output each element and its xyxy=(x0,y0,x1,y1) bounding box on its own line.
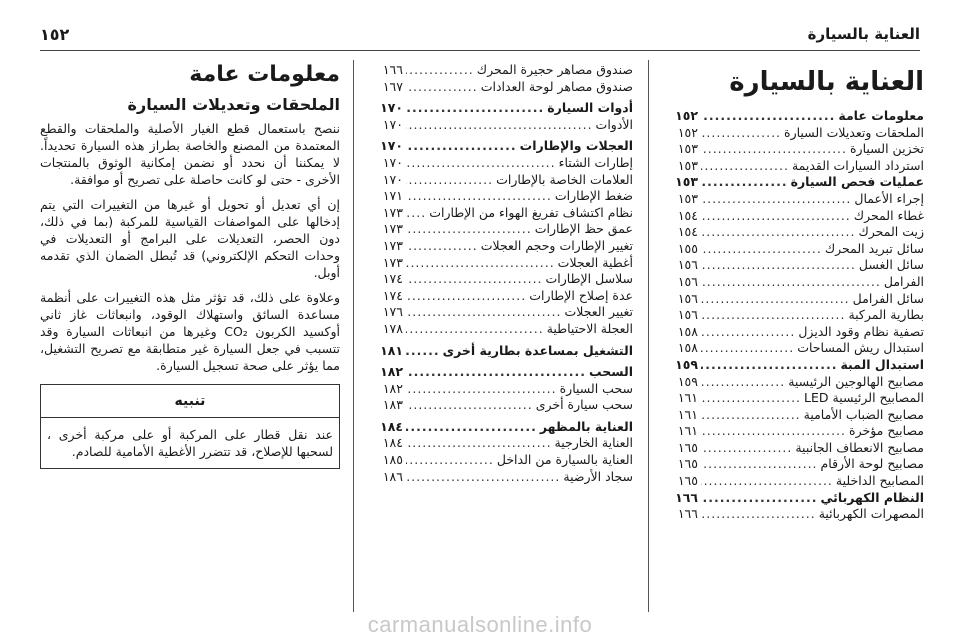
toc-entry-title: تغيير الإطارات وحجم العجلات xyxy=(480,237,633,253)
toc-entry-title: الملحقات وتعديلات السيارة xyxy=(784,124,924,140)
toc-entry[interactable] xyxy=(367,343,633,360)
toc-entry-title: إجراء الأعمال xyxy=(854,190,924,206)
toc-entry-title: بطارية المركبة xyxy=(848,307,924,323)
toc-entry-page: ١٦٥ xyxy=(677,473,698,489)
toc-entry[interactable] xyxy=(367,397,633,414)
toc-entry-page: ١٥٣ xyxy=(677,157,698,173)
toc-leader-dots xyxy=(701,141,847,158)
toc-entry[interactable] xyxy=(367,304,633,321)
toc-entry[interactable] xyxy=(662,291,924,308)
toc-entry-page: ١٦١ xyxy=(677,406,698,422)
toc-entry-title: سائل الغسل xyxy=(858,257,924,273)
toc-entry[interactable] xyxy=(662,125,924,142)
toc-leader-dots xyxy=(406,238,478,255)
toc-entry[interactable] xyxy=(662,440,924,457)
toc-entry-title: سجاد الأرضية xyxy=(563,468,633,484)
toc-entry-title: العجلة الاحتياطية xyxy=(546,320,633,336)
toc-entry[interactable] xyxy=(367,100,633,117)
toc-entry-page: ١٧٣ xyxy=(382,254,403,270)
toc-leader-dots xyxy=(701,191,851,208)
toc-entry-page: ١٥٥ xyxy=(677,240,698,256)
toc-entry-page: ١٧١ xyxy=(382,188,403,204)
toc-entry[interactable] xyxy=(662,241,924,258)
toc-leader-dots xyxy=(406,62,474,79)
toc-entry[interactable] xyxy=(662,191,924,208)
toc-leader-dots xyxy=(701,440,792,457)
toc-entry-page: ١٦٥ xyxy=(677,439,698,455)
toc-entry[interactable] xyxy=(367,221,633,238)
toc-entry[interactable] xyxy=(662,141,924,158)
toc-entry-title: مصابيح الضباب الأمامية xyxy=(803,406,924,422)
toc-right-column xyxy=(662,62,924,523)
toc-entry-page: ١٧٦ xyxy=(382,304,403,320)
toc-entry-page: ١٨٢ xyxy=(380,364,403,380)
toc-entry-page: ١٨٥ xyxy=(382,452,403,468)
toc-entry[interactable] xyxy=(367,172,633,189)
toc-entry-page: ١٨٤ xyxy=(382,435,403,451)
toc-entry-title: مصابيح لوحة الأرقام xyxy=(820,456,924,472)
caution-heading: تنبيه xyxy=(41,385,339,418)
toc-entry-title: العناية بالسيارة من الداخل xyxy=(496,452,633,468)
toc-leader-dots xyxy=(406,255,555,272)
toc-entry-title: العناية بالمظهر xyxy=(539,418,633,434)
toc-entry-title: معلومات عامة xyxy=(838,108,924,123)
toc-entry-page: ١٥٣ xyxy=(677,141,698,157)
toc-entry-title: استرداد السيارات القديمة xyxy=(791,157,924,173)
toc-leader-dots xyxy=(406,172,493,189)
toc-entry[interactable] xyxy=(662,490,924,507)
toc-entry-page: ١٧٠ xyxy=(380,100,403,116)
toc-entry-page: ١٥٣ xyxy=(677,190,698,206)
caution-box xyxy=(40,384,340,469)
toc-leader-dots xyxy=(406,435,552,452)
toc-leader-dots xyxy=(701,340,794,357)
toc-entry[interactable] xyxy=(662,390,924,407)
toc-entry[interactable] xyxy=(662,257,924,274)
toc-entry[interactable] xyxy=(662,473,924,490)
toc-leader-dots xyxy=(406,155,556,172)
toc-leader-dots xyxy=(406,138,517,155)
toc-entry-page: ١٧٣ xyxy=(382,221,403,237)
section-subheading: الملحقات وتعديلات السيارة xyxy=(127,95,340,114)
toc-entry[interactable] xyxy=(367,205,633,222)
toc-middle-list xyxy=(367,62,633,485)
toc-entry-page: ١٦٧ xyxy=(382,78,403,94)
toc-entry[interactable] xyxy=(367,419,633,436)
toc-leader-dots xyxy=(701,324,795,341)
toc-entry[interactable] xyxy=(367,138,633,155)
toc-leader-dots xyxy=(406,469,560,486)
toc-leader-dots xyxy=(701,390,801,407)
toc-entry[interactable] xyxy=(662,208,924,225)
toc-entry-page: ١٥٢ xyxy=(677,124,698,140)
toc-entry-page: ١٨٣ xyxy=(382,397,403,413)
toc-entry-title: سلاسل الإطارات xyxy=(545,271,633,287)
paragraph-3: وعلاوة على ذلك، قد تؤثر مثل هذه التغييرات على أنظمة مساعدة السائق واستهلاك الوقود، وانبعاثات غاز ثاني أوكسيد الكربون CO₂ وغيرها من انبعاثات السيارة وقد تتسبب في جعل السيارة غير متطابقة مع تصريح التشغيل، مما يؤثر على صحة تسجيل السيارة. xyxy=(40,290,340,373)
toc-entry[interactable] xyxy=(662,456,924,473)
toc-entry-title: العجلات والإطارات xyxy=(519,138,633,154)
toc-entry[interactable] xyxy=(367,435,633,452)
toc-leader-dots xyxy=(406,288,526,305)
toc-leader-dots xyxy=(701,473,833,490)
toc-entry-page: ١٧٣ xyxy=(382,237,403,253)
toc-leader-dots xyxy=(406,419,537,436)
toc-entry[interactable] xyxy=(367,452,633,469)
toc-entry[interactable] xyxy=(367,364,633,381)
toc-entry-page: ١٧٠ xyxy=(382,154,403,170)
toc-entry[interactable] xyxy=(367,62,633,79)
paragraph-2: إن أي تعديل أو تحويل أو غيرها من التغييرات التي يتم إدخالها على المواصفات القياسية للمركبة (بما في ذلك، دون الحصر، التعديلات على البرامج أو التعديلات في وحدات التحكم الإلكتروني) قد تُبطل الضمان الذي تقدمه أوبل. xyxy=(40,197,340,280)
toc-entry-page: ١٨٢ xyxy=(382,380,403,396)
toc-entry-title: الفرامل xyxy=(883,273,924,289)
toc-entry-page: ١٥٦ xyxy=(677,290,698,306)
toc-entry-title: زيت المحرك xyxy=(858,224,924,240)
watermark: carmanualsonline.info xyxy=(367,612,593,637)
toc-entry-page: ١٥٩ xyxy=(675,356,698,372)
toc-entry[interactable] xyxy=(662,340,924,357)
toc-entry-title: أغطية العجلات xyxy=(557,254,633,270)
toc-entry-title: سائل تبريد المحرك xyxy=(824,240,924,256)
section-title: معلومات عامة xyxy=(189,62,340,87)
toc-entry[interactable] xyxy=(662,274,924,291)
toc-leader-dots xyxy=(406,397,533,414)
toc-entry[interactable] xyxy=(662,324,924,341)
toc-entry[interactable] xyxy=(367,117,633,134)
toc-entry-title: ضغط الإطارات xyxy=(554,188,633,204)
toc-entry-page: ١٦١ xyxy=(677,390,698,406)
toc-entry-page: ١٧٣ xyxy=(382,204,403,220)
toc-entry-title: مصابيح الانعطاف الجانبية xyxy=(795,439,924,455)
toc-entry[interactable] xyxy=(662,506,924,523)
toc-entry-title: العلامات الخاصة بالإطارات xyxy=(496,171,633,187)
toc-entry-title: عدة إصلاح الإطارات xyxy=(529,287,633,303)
paragraph-1: ننصح باستعمال قطع الغيار الأصلية والملحقات والقطع المعتمدة من المصنع والخاصة بطراز هذه السيارة تحديداً. لا يمكننا أن نحدد أو نضمن إمكانية الوثوق بالمنتجات الأخرى - حتى لو كانت حاصلة على تصريح أو موافقة. xyxy=(40,121,340,187)
toc-leader-dots xyxy=(701,357,837,374)
toc-entry-title: سائل الفرامل xyxy=(852,290,924,306)
header-rule xyxy=(40,50,920,51)
toc-entry-title: استبدال المبة xyxy=(840,356,924,372)
toc-right-list xyxy=(662,108,924,523)
header-title: العناية بالسيارة xyxy=(807,25,920,43)
toc-leader-dots xyxy=(701,158,789,175)
toc-leader-dots xyxy=(701,506,816,523)
toc-entry[interactable] xyxy=(367,238,633,255)
toc-entry[interactable] xyxy=(367,381,633,398)
toc-entry[interactable] xyxy=(662,307,924,324)
toc-leader-dots xyxy=(406,321,544,338)
toc-entry-title: مصابيح الهالوجين الرئيسية xyxy=(788,373,924,389)
toc-entry-page: ١٨١ xyxy=(380,342,403,358)
toc-leader-dots xyxy=(406,188,552,205)
toc-leader-dots xyxy=(701,307,845,324)
toc-entry-title: نظام اكتشاف تفريغ الهواء من الإطارات xyxy=(429,204,633,220)
toc-leader-dots xyxy=(701,291,850,308)
toc-entry[interactable] xyxy=(662,174,924,191)
toc-leader-dots xyxy=(701,241,822,258)
toc-entry-page: ١٥٤ xyxy=(677,207,698,223)
section-column xyxy=(40,62,340,469)
toc-entry[interactable] xyxy=(662,224,924,241)
toc-entry[interactable] xyxy=(367,79,633,96)
toc-entry-title: السحب xyxy=(589,364,633,380)
toc-entry[interactable] xyxy=(367,255,633,272)
toc-entry-title: المصابيح الداخلية xyxy=(835,473,924,489)
toc-middle-column xyxy=(367,62,633,485)
toc-entry-page: ١٨٦ xyxy=(382,468,403,484)
toc-entry[interactable] xyxy=(662,423,924,440)
toc-entry-title: غطاء المحرك xyxy=(853,207,924,223)
toc-entry-title: تغيير العجلات xyxy=(564,304,633,320)
toc-leader-dots xyxy=(701,490,818,507)
toc-leader-dots xyxy=(701,257,856,274)
toc-entry[interactable] xyxy=(367,271,633,288)
toc-entry-page: ١٧٠ xyxy=(380,138,403,154)
toc-entry[interactable] xyxy=(367,155,633,172)
toc-entry-title: مصابيح مؤخرة xyxy=(849,423,924,439)
toc-entry-page: ١٥٨ xyxy=(677,323,698,339)
toc-entry-title: سحب السيارة xyxy=(559,380,633,396)
toc-leader-dots xyxy=(406,100,544,117)
toc-entry-page: ١٥٢ xyxy=(675,108,698,123)
toc-entry-title: استبدال ريش المساحات xyxy=(797,340,924,356)
toc-entry-title: سحب سيارة أخرى xyxy=(535,397,633,413)
toc-entry-page: ١٥٣ xyxy=(675,174,698,190)
toc-entry-title: صندوق مصاهر لوحة العدادات xyxy=(480,78,633,94)
toc-leader-dots xyxy=(406,205,426,222)
page-number: ١٥٢ xyxy=(40,24,70,44)
toc-entry[interactable] xyxy=(662,108,924,125)
toc-entry-page: ١٥٦ xyxy=(677,307,698,323)
toc-leader-dots xyxy=(701,208,851,225)
toc-entry[interactable] xyxy=(367,188,633,205)
toc-entry-title: الأدوات xyxy=(595,116,633,132)
toc-leader-dots xyxy=(701,125,781,142)
column-divider-left xyxy=(353,60,354,612)
toc-entry-page: ١٥٨ xyxy=(677,340,698,356)
caution-body: عند نقل قطار على المركبة أو على مركبة أخرى ، لسحبها للإصلاح، قد تتضرر الأغطية الأمامية للصادم. xyxy=(47,427,333,459)
toc-entry[interactable] xyxy=(367,288,633,305)
toc-entry-title: إطارات الشتاء xyxy=(558,154,633,170)
toc-entry-title: أدوات السيارة xyxy=(547,100,633,116)
toc-entry-page: ١٧٤ xyxy=(382,287,403,303)
toc-entry[interactable] xyxy=(662,357,924,374)
toc-entry-title: المصهرات الكهربائية xyxy=(818,506,924,522)
toc-leader-dots xyxy=(701,224,855,241)
toc-entry-title: صندوق مصاهر حجيرة المحرك xyxy=(476,62,633,77)
page-header xyxy=(40,22,920,46)
toc-entry-title: تخزين السيارة xyxy=(849,141,924,157)
toc-leader-dots xyxy=(406,381,557,398)
toc-entry-page: ١٦١ xyxy=(677,423,698,439)
toc-entry-page: ١٥٤ xyxy=(677,224,698,240)
toc-entry-title: التشغيل بمساعدة بطارية أخرى xyxy=(442,342,633,358)
toc-leader-dots xyxy=(701,423,846,440)
toc-leader-dots xyxy=(406,221,532,238)
toc-entry[interactable] xyxy=(662,158,924,175)
toc-leader-dots xyxy=(701,274,881,291)
toc-entry-page: ١٦٦ xyxy=(677,506,698,522)
toc-entry[interactable] xyxy=(367,469,633,486)
toc-entry-title: النظام الكهربائي xyxy=(820,489,924,505)
toc-entry-page: ١٧٠ xyxy=(382,171,403,187)
toc-leader-dots xyxy=(701,374,785,391)
toc-entry-title: تصفية نظام وقود الديزل xyxy=(798,323,924,339)
toc-leader-dots xyxy=(406,271,543,288)
toc-entry-title: عمق حظ الإطارات xyxy=(534,221,633,237)
toc-entry-page: ١٧٠ xyxy=(382,116,403,132)
toc-entry-title: عمليات فحص السيارة xyxy=(790,174,924,190)
toc-entry-page: ١٦٦ xyxy=(675,489,698,505)
toc-leader-dots xyxy=(406,117,593,134)
toc-entry-page: ١٧٤ xyxy=(382,271,403,287)
toc-leader-dots xyxy=(406,79,478,96)
toc-leader-dots xyxy=(701,108,835,125)
toc-leader-dots xyxy=(701,407,801,424)
toc-entry-page: ١٥٦ xyxy=(677,257,698,273)
toc-leader-dots xyxy=(701,456,818,473)
toc-entry-title: المصابيح الرئيسية LED xyxy=(804,390,924,406)
toc-leader-dots xyxy=(406,304,561,321)
toc-leader-dots xyxy=(406,452,494,469)
chapter-title: العناية بالسيارة xyxy=(729,67,924,97)
toc-entry[interactable] xyxy=(662,407,924,424)
toc-entry-page: ١٨٤ xyxy=(380,418,403,434)
toc-entry-page: ١٦٥ xyxy=(677,456,698,472)
column-divider-right xyxy=(648,60,649,612)
toc-leader-dots xyxy=(701,174,788,191)
toc-leader-dots xyxy=(406,364,586,381)
toc-entry-page: ١٥٩ xyxy=(677,373,698,389)
toc-entry-page: ١٥٦ xyxy=(677,273,698,289)
toc-entry-page: ١٧٨ xyxy=(382,320,403,336)
toc-entry[interactable] xyxy=(367,321,633,338)
toc-entry-title: العناية الخارجية xyxy=(554,435,633,451)
toc-entry-page: ١٦٦ xyxy=(382,62,403,77)
toc-leader-dots xyxy=(406,343,440,360)
toc-entry[interactable] xyxy=(662,374,924,391)
